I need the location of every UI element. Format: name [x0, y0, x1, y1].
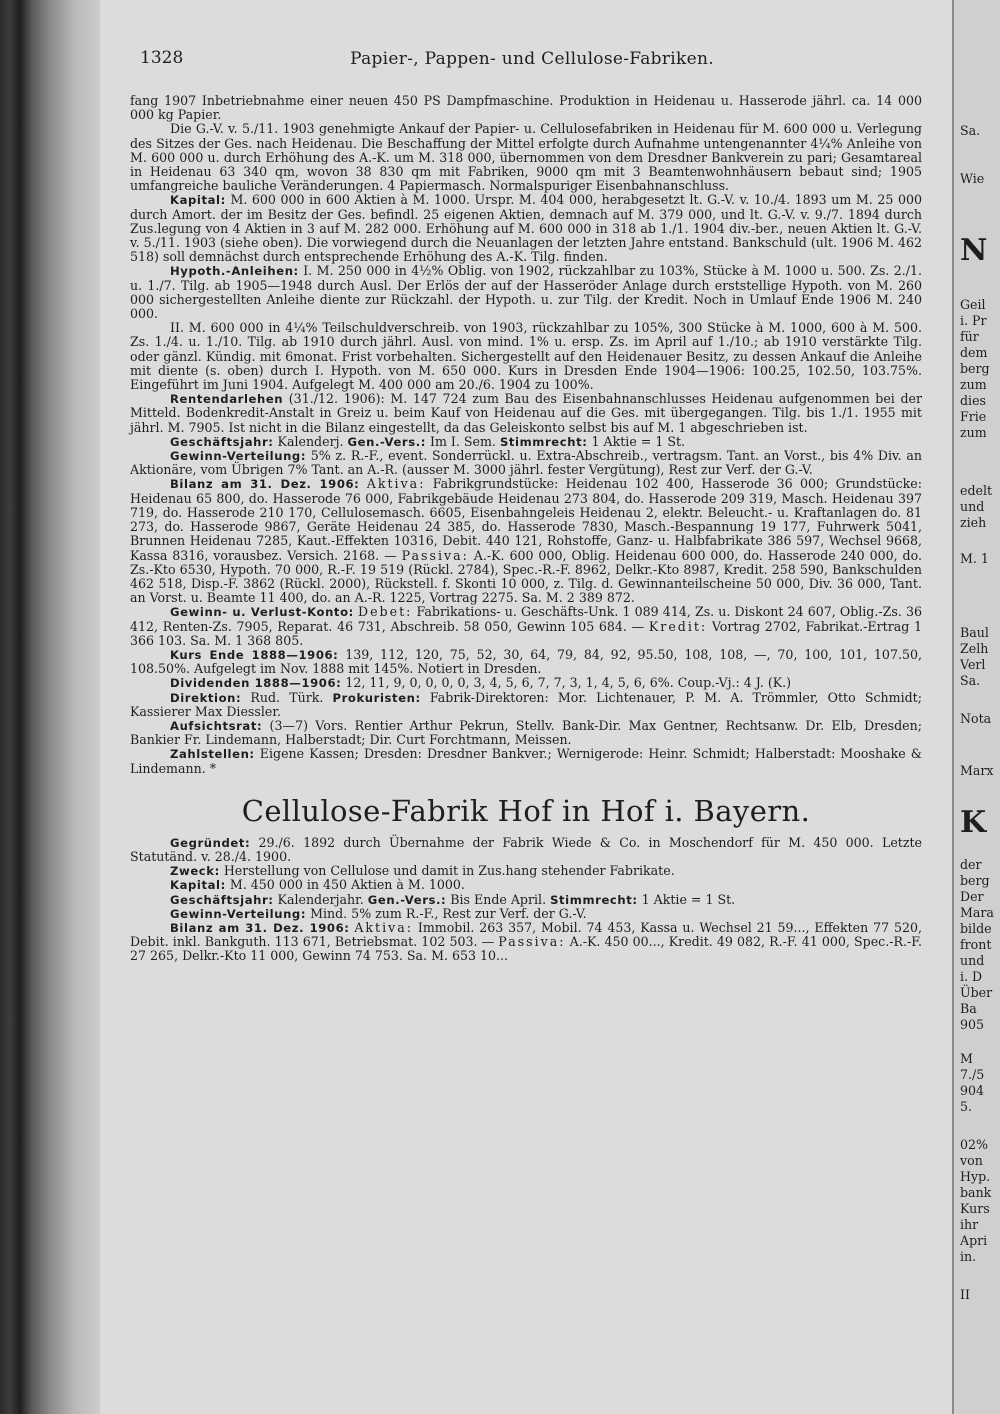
- zahlstellen-text: Eigene Kassen; Dresden: Dresdner Bankver.; Wernigerode: Heinr. Schmidt; Halberstadt: Mooshake & Lindemann. *: [130, 746, 922, 776]
- aufsichtsrat-text: (3—7) Vors. Rentier Arthur Pekrun, Stellv. Bank-Dir. Max Gentner, Rechtsanw. Dr. Elb, Dresden; Bankier Fr. Lindemann, Halberstadt; Dir. Curt Forchtmann, Meissen.: [130, 717, 922, 748]
- adjacent-page-fragment: Der: [960, 889, 984, 904]
- paragraph-hypoth-1: [130, 264, 922, 321]
- dividenden-label: Dividenden 1888—1906:: [170, 676, 342, 691]
- book-page: [100, 0, 952, 1414]
- company-title: Cellulose-Fabrik Hof in Hof i. Bayern.: [241, 793, 811, 828]
- dividenden-text: 12, 11, 9, 0, 0, 0, 0, 3, 4, 5, 6, 7, 7, 3, 1, 4, 5, 6, 6%. Coup.-Vj.: 4 J. (K.): [345, 675, 792, 691]
- stimm-text-2: 1 Aktie = 1 St.: [641, 891, 736, 907]
- intro-text-2: Die G.-V. v. 5./11. 1903 genehmigte Ankauf der Papier- u. Cellulosefabriken in Heidenau für M. 600 000 u. Verlegung des Sitzes der Ges. nach Heidenau. Die Beschaffung der Mittel erfolgte durch Aufnahme untengenannter 4¼% Anleihe von M. 600 000 u. durch Erhöhung des A.-K. um M. 318 000, übernommen von dem Dresdner Bankverein zu pari; Gesamtareal in Heidenau 63 340 qm, wovon 38 830 qm mit Fabriken, 9000 qm mit 3 Beamtenwohnhäusern bebaut sind; 1905 umfangreiche bauliche Veränderungen. 4 Papiermasch. Normalspuriger Eisenbahnanschluss.: [130, 121, 922, 194]
- aktiva-text-2: Immobil. 263 357, Mobil. 74 453, Kassa u. Wechsel 21 59..., Effekten 77 520, Debit. inkl. Bankguth. 113 671, Betriebsmat. 102 503. —: [130, 919, 922, 950]
- paragraph-kapital: [130, 193, 922, 264]
- passiva-text-2: A.-K. 450 00..., Kredit. 49 082, R.-F. 41 000, Spec.-R.-F. 27 265, Delkr.-Kto 11 000, Gewinn 74 753. Sa. M. 653 10...: [130, 934, 922, 964]
- kurs-text: 139, 112, 120, 75, 52, 30, 64, 79, 84, 92, 95.50, 108, 108, —, 70, 100, 101, 107.50, 108.50%. Aufgelegt im Nov. 1888 mit 145%. Notiert in Dresden.: [130, 646, 922, 677]
- gj-label: Geschäftsjahr:: [170, 434, 274, 449]
- paragraph-zweck: [130, 864, 922, 878]
- bilanz-label-2: Bilanz am 31. Dez. 1906:: [170, 920, 350, 935]
- zweck-label: Zweck:: [170, 864, 220, 879]
- gegruendet-label: Gegründet:: [170, 835, 251, 850]
- adjacent-page-fragment: und: [960, 499, 985, 514]
- adjacent-page-fragment: 7./5: [960, 1067, 985, 1082]
- direktion-label: Direktion:: [170, 690, 242, 705]
- paragraph-kurs: [130, 648, 922, 676]
- page-number: 1328: [140, 48, 184, 68]
- adjacent-page-fragment: bank: [960, 1185, 992, 1200]
- guv-label: Gewinn- u. Verlust-Konto:: [170, 605, 354, 620]
- adjacent-page-edge: [952, 0, 1000, 1414]
- kurs-label: Kurs Ende 1888—1906:: [170, 647, 339, 662]
- adjacent-page-fragment: Mara: [960, 905, 994, 920]
- running-title: Papier-, Pappen- und Cellulose-Fabriken.: [350, 49, 714, 69]
- adjacent-page-fragment: Zelh: [960, 641, 989, 656]
- passiva-text: A.-K. 600 000, Oblig. Heidenau 600 000, do. Hasserode 240 000, do. Zs.-Kto 6530, Hypoth. 70 000, R.-F. 19 519 (Rückl. 2784), Spec.-R.-F. 8962, Delkr.-Kto 8987, Kredit. 258 590, Bankschulden 462 518, Disp.-F. 3862 (Rückl. 2000), Rückstell. f. Skonti 10 000, z. Tilg. d. Gewinnanteilscheine 50 000, Div. 36 000, Tant. an Vorst. u. Beamte 11 400, do. an A.-R. 1225, Vortrag 2275. Sa. M. 2 389 872.: [130, 547, 922, 606]
- hypoth-text-1: I. M. 250 000 in 4½% Oblig. von 1902, rückzahlbar zu 103%, Stücke à M. 1000 u. 500. Zs. 2./1. u. 1./7. Tilg. ab 1905—1948 durch Ausl. Der Erlös der auf der Hasseröder Anlage durch erststellige Hypoth. von M. 260 000 sichergestellten Anleihe diente zur Rückzahl. der Hypoth. u. zur Tilg. der Kredit. Noch in Umlauf Ende 1906 M. 240 000.: [130, 263, 922, 322]
- paragraph-bilanz-2: [130, 921, 922, 964]
- book-spine-shadow: [0, 0, 100, 1414]
- adjacent-page-fragment: bilde: [960, 921, 992, 936]
- adjacent-page-fragment: Marx: [960, 763, 994, 778]
- adjacent-page-fragment: zum: [960, 377, 987, 392]
- hypoth-text-2: II. M. 600 000 in 4¼% Teilschuldverschreib. von 1903, rückzahlbar zu 105%, 300 Stücke à M. 1000, 600 à M. 500. Zs. 1./4. u. 1./10. Tilg. ab 1910 durch jährl. Ausl. von mind. 1% u. ersp. Zs. im April auf 1./10.; ab 1910 verstärkte Tilg. oder gänzl. Kündig. mit 6monat. Frist vorbehalten. Sichergestellt auf den Heidenauer Besitz, zu dessen Ankauf die Anleihe mit diente (s. oben) durch I. Hypoth. von M. 650 000. Kurs in Dresden Ende 1904—1906: 100.25, 102.50, 103.75%. Eingeführt im Juni 1904. Aufgelegt M. 400 000 am 20./6. 1904 zu 100%.: [130, 320, 922, 393]
- adjacent-page-fragment: Über: [960, 985, 993, 1000]
- section-gap: [130, 776, 922, 788]
- aufsichtsrat-label: Aufsichtsrat:: [170, 718, 263, 733]
- paragraph-dividenden: [130, 676, 922, 690]
- adjacent-page-fragment: N: [960, 233, 988, 268]
- adjacent-page-fragment: dem: [960, 345, 988, 360]
- adjacent-page-fragment: dies: [960, 393, 987, 408]
- gj-text: Kalenderj.: [277, 433, 344, 449]
- adjacent-page-fragment: Nota: [960, 711, 992, 726]
- adjacent-page-fragment: 02%: [960, 1137, 988, 1152]
- gv-label: Gen.-Vers.:: [347, 434, 426, 449]
- paragraph-hypoth-2: [130, 321, 922, 392]
- bilanz-label: Bilanz am 31. Dez. 1906:: [170, 477, 360, 492]
- adjacent-page-fragment: Sa.: [960, 673, 981, 688]
- adjacent-page-fragment: berg: [960, 361, 990, 376]
- adjacent-page-fragment: Baul: [960, 625, 989, 640]
- adjacent-page-fragment: i. D: [960, 969, 983, 984]
- adjacent-page-fragment: Sa.: [960, 123, 981, 138]
- gv-label-2: Gen.-Vers.:: [367, 892, 447, 907]
- gewinn-text: 5% z. R.-F., event. Sonderrückl. u. Extra-Abschreib., vertragsm. Tant. an Vorst., bis 4% Div. an Aktionäre, vom Übrigen 7% Tant. an A.-R. (ausser M. 3000 jährl. fester Vergütung), Rest zur Verf. der G.-V.: [130, 448, 922, 478]
- gv-text: Im I. Sem.: [430, 433, 496, 449]
- kapital-label: Kapital:: [170, 193, 226, 208]
- gewinn-text-2: Mind. 5% zum R.-F., Rest zur Verf. der G.-V.: [310, 905, 587, 921]
- adjacent-page-fragment: M. 1: [960, 551, 989, 566]
- adjacent-page-fragment: front: [960, 937, 992, 952]
- paragraph-kapital-2: [130, 878, 922, 892]
- debet-label: Debet:: [358, 604, 413, 620]
- page-header: [140, 48, 924, 72]
- stimm-label: Stimmrecht:: [499, 434, 588, 449]
- adjacent-page-fragment: Hyp.: [960, 1169, 991, 1184]
- paragraph-gj-2: [130, 893, 922, 907]
- paragraph-gegruendet: [130, 836, 922, 864]
- adjacent-page-fragment: M: [960, 1051, 973, 1066]
- kapital-text: M. 600 000 in 600 Aktien à M. 1000. Urspr. M. 404 000, herabgesetzt lt. G.-V. v. 10./4. 1893 um M. 25 000 durch Amort. der im Besitz der Ges. befindl. 25 eigenen Aktien, demnach auf M. 379 000, und lt. G.-V. v. 9./7. 1894 durch Zus.legung von 4 Aktien in 3 auf M. 282 000. Erhöhung auf M. 600 000 in 318 ab 1./1. 1904 div.-ber., neuen Aktien lt. G.-V. v. 5./11. 1903 (siehe oben). Die vorwiegend durch die Neuanlagen der letzten Jahre entstand. Bankschuld (ult. 1906 M. 462 518) soll demnächst durch entsprechende Erhöhung des A.-K. Tilg. finden.: [130, 192, 922, 265]
- adjacent-page-fragment: Kurs: [960, 1201, 990, 1216]
- paragraph-guv: [130, 605, 922, 648]
- adjacent-page-fragment: Wie: [960, 171, 985, 186]
- gewinn-label-2: Gewinn-Verteilung:: [170, 906, 307, 921]
- paragraph-gj: [130, 435, 922, 449]
- adjacent-page-fragment: 905: [960, 1017, 985, 1032]
- adjacent-page-fragment: zum: [960, 425, 987, 440]
- adjacent-page-fragment: 5.: [960, 1099, 973, 1114]
- adjacent-page-fragment: Ba: [960, 1001, 977, 1016]
- kredit-text: Vortrag 2702, Fabrikat.-Ertrag 1 366 103. Sa. M. 1 368 805.: [130, 618, 922, 648]
- renten-text: (31./12. 1906): M. 147 724 zum Bau des Eisenbahnanschlusses Heidenau aufgenommen bei der Mitteld. Bodenkredit-Anstalt in Greiz u. beim Kauf von Heidenau auf die Ges. mit übergegangen. Tilg. bis 1./1. 1955 mit jährl. M. 7905. Ist nicht in die Bilanz eingestellt, da das Geleiskonto selbst bis auf M. 1 abgeschrieben ist.: [130, 391, 922, 435]
- prokuristen-text: Fabrik-Direktoren: Mor. Lichtenauer, P. M. A. Trömmler, Otto Schmidt; Kassierer Max Diessler.: [130, 689, 922, 719]
- adjacent-page-fragment: 904: [960, 1083, 985, 1098]
- paragraph-renten: [130, 392, 922, 435]
- passiva-label: Passiva:: [401, 547, 469, 563]
- paragraph-bilanz: [130, 477, 922, 605]
- debet-text: Fabrikations- u. Geschäfts-Unk. 1 089 414, Zs. u. Diskont 24 607, Oblig.-Zs. 36 412, Renten-Zs. 7905, Reparat. 46 731, Abschreib. 58 050, Gewinn 105 684. —: [130, 604, 922, 634]
- adjacent-page-fragment: für: [960, 329, 979, 344]
- gj-text-2: Kalenderjahr.: [277, 891, 364, 907]
- body-text: [130, 94, 922, 964]
- gv-text-2: Bis Ende April.: [450, 891, 547, 907]
- renten-label: Rentendarlehen: [170, 392, 284, 407]
- stimm-label-2: Stimmrecht:: [550, 892, 638, 907]
- adjacent-page-fragment: Frie: [960, 409, 987, 424]
- gegruendet-text: 29./6. 1892 durch Übernahme der Fabrik Wiede & Co. in Moschendorf für M. 450 000. Letzte Statutänd. v. 28./4. 1900.: [130, 834, 922, 864]
- adjacent-page-fragment: von: [960, 1153, 983, 1168]
- kapital-text-2: M. 450 000 in 450 Aktien à M. 1000.: [229, 877, 465, 893]
- gj-label-2: Geschäftsjahr:: [170, 892, 274, 907]
- adjacent-page-fragment: ihr: [960, 1217, 979, 1232]
- adjacent-page-fragment: i. Pr: [960, 313, 987, 328]
- kapital-label-2: Kapital:: [170, 878, 226, 893]
- stimm-text: 1 Aktie = 1 St.: [591, 433, 686, 449]
- paragraph-gewinn-2: [130, 907, 922, 921]
- aktiva-text: Fabrikgrundstücke: Heidenau 102 400, Hasserode 36 000; Grundstücke: Heidenau 65 800, do. Hasserode 76 000, Fabrikgebäude Heidenau 273 804, do. Hasserode 209 319, Masch. Heidenau 397 719, do. Hasserode 210 170, Cellulosemasch. 6605, Eisenbahngeleis Heidenau 2, elektr. Beleucht.- u. Kraftanlagen do. 81 273, do. Hasserode 9867, Geräte Heidenau 24 385, do. Hasserode 7830, Masch.-Bespannung 19 177, Fuhrwerk 5041, Brunnen Heidenau 7285, Kaut.-Effekten 10316, Debit. 440 121, Rohstoffe, Ganz- u. Halbfabrikate 386 597, Wechsel 9668, Kassa 8316, vorausbez. Versich. 2168. —: [130, 476, 922, 563]
- adjacent-page-fragment: K: [960, 805, 987, 840]
- adjacent-page-fragment: Geil: [960, 297, 986, 312]
- aktiva-label: Aktiva:: [366, 476, 426, 492]
- adjacent-page-fragment: berg: [960, 873, 990, 888]
- gewinn-label: Gewinn-Verteilung:: [170, 449, 307, 464]
- hypoth-label: Hypoth.-Anleihen:: [170, 264, 299, 279]
- intro-text-1: fang 1907 Inbetriebnahme einer neuen 450 PS Dampfmaschine. Produktion in Heidenau u. Hasserode jährl. ca. 14 000 000 kg Papier.: [130, 93, 922, 123]
- adjacent-page-fragment: in.: [960, 1249, 977, 1264]
- prokuristen-label: Prokuristen:: [332, 690, 421, 705]
- adjacent-page-fragment: Verl: [960, 657, 986, 672]
- paragraph-gewinn: [130, 449, 922, 477]
- paragraph-aufsichtsrat: [130, 719, 922, 747]
- kredit-label: Kredit:: [648, 618, 708, 634]
- adjacent-page-fragment: und: [960, 953, 985, 968]
- direktion-text: Rud. Türk.: [250, 689, 324, 705]
- adjacent-page-fragment: edelt: [960, 483, 993, 498]
- adjacent-page-fragment: der: [960, 857, 982, 872]
- zahlstellen-label: Zahlstellen:: [170, 747, 255, 762]
- zweck-text: Herstellung von Cellulose und damit in Zus.hang stehender Fabrikate.: [223, 863, 675, 879]
- paragraph-intro-2: [130, 122, 922, 193]
- paragraph-direktion: [130, 691, 922, 719]
- paragraph-zahlstellen: [130, 747, 922, 775]
- paragraph-intro-1: [130, 94, 922, 122]
- adjacent-page-fragment: II: [960, 1287, 970, 1302]
- passiva-label-2: Passiva:: [498, 934, 566, 950]
- adjacent-page-fragment: Apri: [960, 1233, 988, 1248]
- aktiva-label-2: Aktiva:: [354, 919, 414, 935]
- adjacent-page-fragment: zieh: [960, 515, 987, 530]
